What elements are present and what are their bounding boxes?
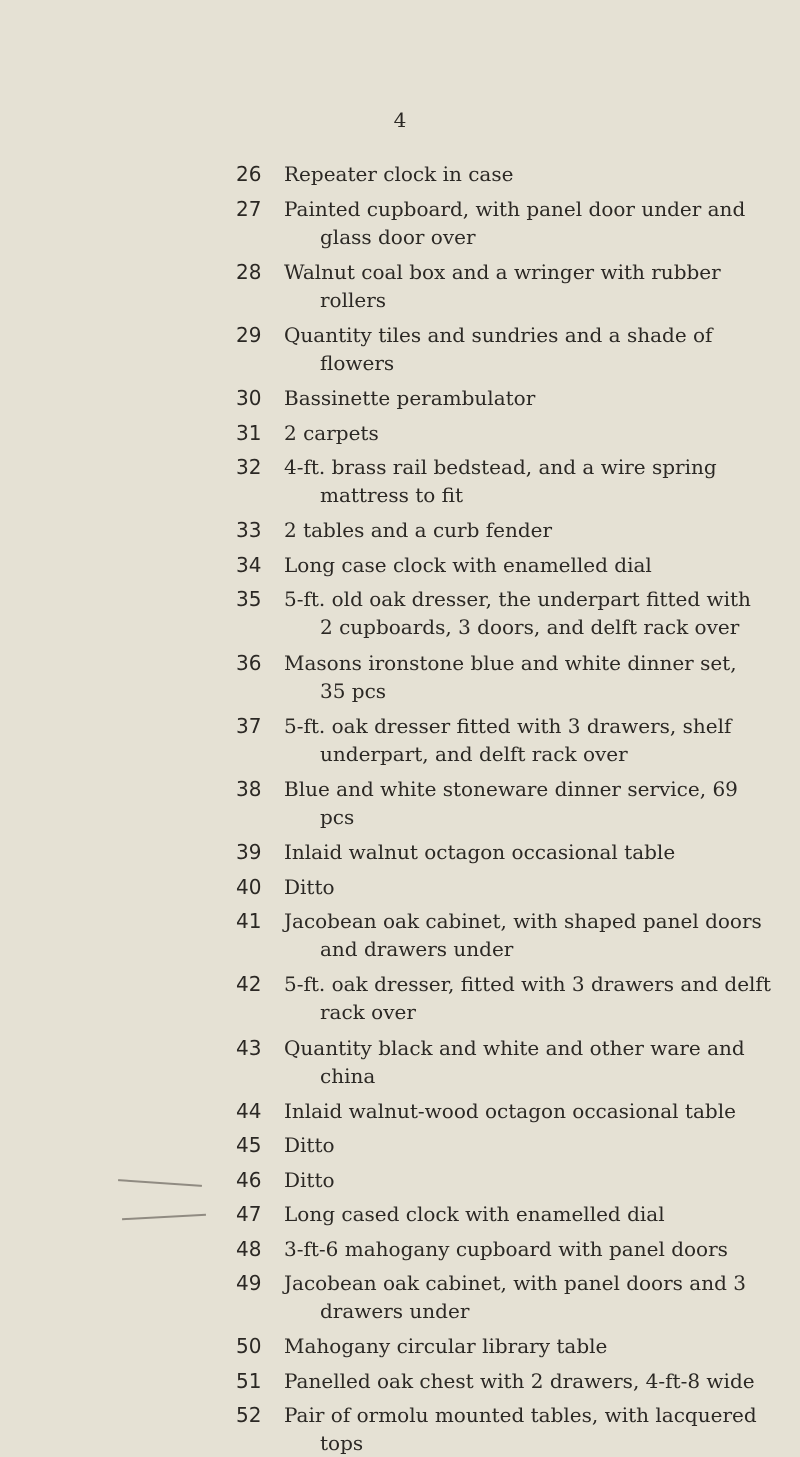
- pencil-mark: [118, 1179, 202, 1187]
- lot-description: [284, 585, 754, 641]
- lot-number: 30: [236, 386, 262, 411]
- lot-description: [284, 1131, 754, 1159]
- lot-description-line: Walnut coal box and a wringer with rubber: [284, 259, 721, 284]
- lot-description: [284, 195, 754, 251]
- lot-description: [284, 1034, 754, 1090]
- lot-description-line: pcs: [320, 804, 355, 829]
- lot-description: [284, 1200, 754, 1228]
- lot-description-line: Quantity black and white and other ware and: [284, 1035, 745, 1060]
- lot-number: 44: [236, 1098, 262, 1123]
- lot-description-line: glass door over: [320, 224, 476, 249]
- lot-description-line: and drawers under: [320, 937, 514, 962]
- lot-number: 41: [236, 909, 262, 934]
- lot-description-line: Ditto: [284, 1167, 335, 1192]
- lot-description-line: Masons ironstone blue and white dinner set,: [284, 650, 737, 675]
- lot-description: [284, 1235, 754, 1263]
- lot-description: [284, 258, 754, 314]
- lot-description: [284, 1166, 754, 1194]
- lot-number: 48: [236, 1236, 262, 1261]
- lot-description: [284, 1332, 754, 1360]
- lot-description-line: 5-ft. old oak dresser, the underpart fitted with: [284, 587, 751, 612]
- lot-description-line: tops: [320, 1431, 364, 1456]
- lot-number: 42: [236, 972, 262, 997]
- lot-description-line: Inlaid walnut-wood octagon occasional table: [284, 1098, 736, 1123]
- lot-number: 35: [236, 587, 262, 612]
- lot-description: [284, 838, 754, 866]
- lot-description-line: Repeater clock in case: [284, 162, 514, 186]
- lot-description-line: drawers under: [320, 1299, 470, 1324]
- lot-number: 45: [236, 1133, 262, 1158]
- page-number: 4: [393, 108, 407, 132]
- lot-number: 29: [236, 322, 262, 347]
- lot-number: 46: [236, 1167, 262, 1192]
- lot-number: 40: [236, 874, 262, 899]
- lot-description-line: Pair of ormolu mounted tables, with lacquered: [284, 1403, 757, 1428]
- lot-number: 31: [236, 420, 262, 445]
- lot-description-line: 2 cupboards, 3 doors, and delft rack over: [320, 615, 740, 640]
- lot-description-line: Quantity tiles and sundries and a shade of: [284, 322, 713, 347]
- lot-number: 43: [236, 1035, 262, 1060]
- lot-description-line: rollers: [320, 287, 387, 312]
- lot-description: [284, 712, 754, 768]
- lot-description: [284, 160, 754, 188]
- lot-description: [284, 907, 762, 963]
- lot-number: 52: [236, 1403, 262, 1428]
- lot-description-line: 2 tables and a curb fender: [284, 518, 553, 543]
- lot-description: [284, 970, 771, 1026]
- lot-description-line: Blue and white stoneware dinner service, 69: [284, 776, 738, 801]
- lot-description-line: Ditto: [284, 874, 335, 899]
- lot-description: [284, 649, 754, 705]
- lot-description: [284, 873, 754, 901]
- lot-description: [284, 321, 754, 377]
- lot-description-line: Panelled oak chest with 2 drawers, 4-ft-8 wide: [284, 1368, 755, 1393]
- lot-description-line: Inlaid walnut octagon occasional table: [284, 840, 676, 865]
- lot-number: 50: [236, 1334, 262, 1359]
- lot-description: [284, 1367, 754, 1395]
- lot-description-line: china: [320, 1063, 376, 1088]
- lot-number: 51: [236, 1368, 262, 1393]
- lot-number: 39: [236, 840, 262, 865]
- lot-description-line: Long cased clock with enamelled dial: [284, 1202, 665, 1227]
- lot-number: 38: [236, 776, 262, 801]
- lot-description-line: rack over: [320, 1000, 416, 1025]
- lot-number: 36: [236, 650, 262, 675]
- lot-description-line: 5-ft. oak dresser fitted with 3 drawers, shelf: [284, 713, 732, 738]
- lot-number: 26: [236, 162, 262, 186]
- lot-description: [284, 453, 754, 509]
- lot-description-line: 2 carpets: [284, 420, 379, 445]
- lot-description-line: mattress to fit: [320, 483, 464, 508]
- lot-description-line: Bassinette perambulator: [284, 386, 536, 411]
- lot-description-line: Ditto: [284, 1133, 335, 1158]
- lot-description-line: Jacobean oak cabinet, with shaped panel doors: [284, 909, 762, 934]
- lot-description-line: 5-ft. oak dresser, fitted with 3 drawers and delft: [284, 972, 771, 997]
- lot-number: 32: [236, 455, 262, 480]
- lot-number: 34: [236, 552, 262, 577]
- lot-number: 49: [236, 1271, 262, 1296]
- lot-number: 28: [236, 259, 262, 284]
- lot-description: [284, 551, 754, 579]
- lot-description-line: underpart, and delft rack over: [320, 741, 628, 766]
- pencil-mark: [122, 1214, 206, 1220]
- lot-description-line: 35 pcs: [320, 678, 387, 703]
- lot-description: [284, 419, 754, 447]
- lot-number: 27: [236, 196, 262, 221]
- lot-description: [284, 1269, 754, 1325]
- lot-description-line: Mahogany circular library table: [284, 1334, 608, 1359]
- lot-description-line: flowers: [320, 350, 395, 375]
- lot-description: [284, 775, 754, 831]
- lot-description: [284, 1097, 754, 1125]
- lot-description: [284, 384, 754, 412]
- lot-description-line: Painted cupboard, with panel door under and: [284, 196, 746, 221]
- lot-description: [284, 1401, 757, 1457]
- lot-description-line: 4-ft. brass rail bedstead, and a wire spring: [284, 455, 717, 480]
- lot-description-line: Jacobean oak cabinet, with panel doors and 3: [284, 1271, 746, 1296]
- lot-description-line: Long case clock with enamelled dial: [284, 552, 652, 577]
- lot-number: 37: [236, 713, 262, 738]
- lot-number: 33: [236, 518, 262, 543]
- lot-description-line: 3-ft-6 mahogany cupboard with panel doors: [284, 1236, 728, 1261]
- lot-number: 47: [236, 1202, 262, 1227]
- lot-description: [284, 516, 754, 544]
